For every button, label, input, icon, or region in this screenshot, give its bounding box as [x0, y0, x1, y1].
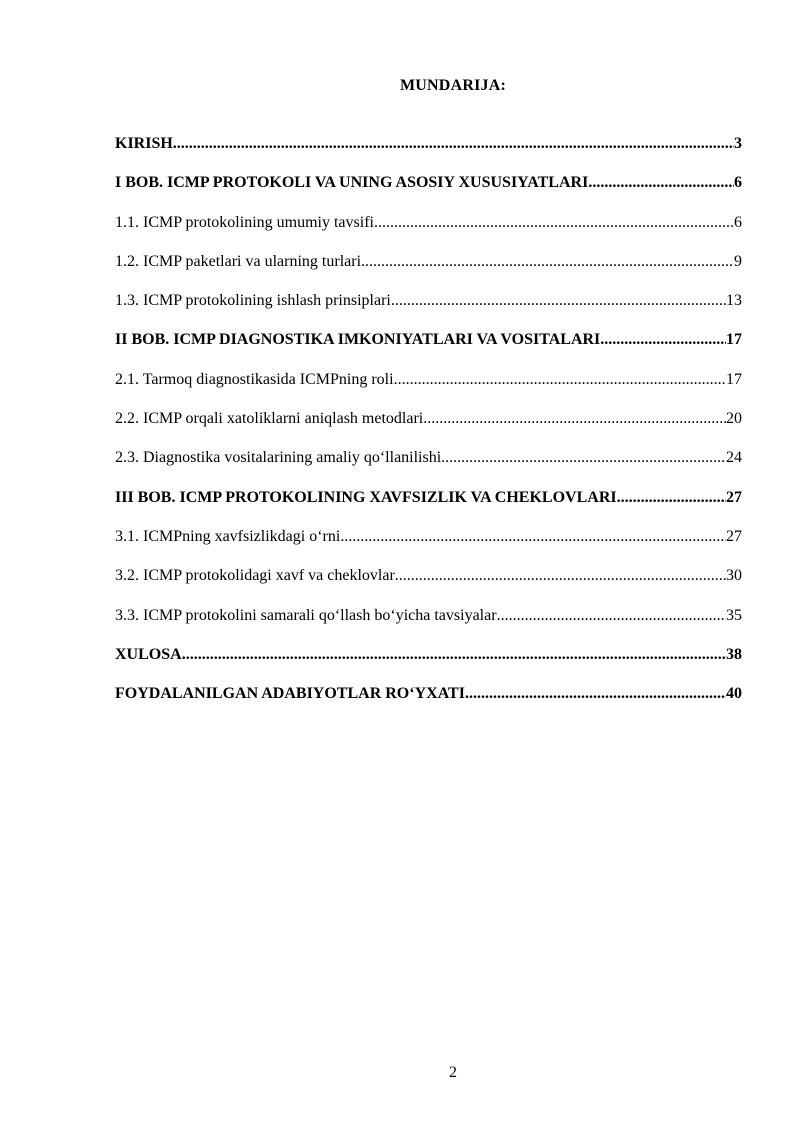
- toc-entry-label: KIRISH: [115, 135, 173, 152]
- toc-entry[interactable]: [115, 486, 742, 509]
- toc-entry[interactable]: [115, 604, 742, 627]
- toc-entry[interactable]: [115, 525, 742, 548]
- toc-dot-leader: [588, 171, 734, 194]
- toc-page-number: 40: [726, 685, 742, 703]
- toc-entry-label: 1.1. ICMP protokolining umumiy tavsifi: [115, 213, 374, 231]
- toc-dot-leader: [361, 250, 734, 273]
- toc-entry[interactable]: [115, 407, 742, 430]
- toc-entry[interactable]: [115, 250, 742, 273]
- toc-dot-leader: [617, 486, 726, 509]
- toc-page-number: 17: [726, 331, 742, 349]
- toc-dot-leader: [394, 368, 726, 391]
- toc-dot-leader: [465, 682, 726, 705]
- table-of-contents: [115, 132, 742, 721]
- toc-entry-label: 3.3. ICMP protokolini samarali qo‘llash bo‘yicha tavsiyalar: [115, 606, 497, 624]
- toc-entry[interactable]: [115, 328, 742, 351]
- toc-entry-label: 3.1. ICMPning xavfsizlikdagi o‘rni: [115, 527, 341, 545]
- toc-page-number: 17: [726, 370, 742, 388]
- toc-entry[interactable]: [115, 289, 742, 312]
- toc-entry[interactable]: [115, 132, 742, 155]
- toc-dot-leader: [423, 407, 726, 430]
- toc-entry-label: 2.2. ICMP orqali xatoliklarni aniqlash metodlari: [115, 410, 424, 428]
- toc-page-number: 27: [726, 527, 742, 545]
- toc-page-number: 30: [726, 567, 742, 585]
- toc-entry-label: I BOB. ICMP PROTOKOLI VA UNING ASOSIY XUSUSIYATLARI: [115, 174, 589, 192]
- toc-dot-leader: [497, 604, 726, 627]
- toc-dot-leader: [173, 132, 734, 155]
- toc-entry[interactable]: [115, 682, 742, 705]
- toc-page-number: 35: [726, 606, 742, 624]
- toc-entry-label: II BOB. ICMP DIAGNOSTIKA IMKONIYATLARI VA VOSITALARI: [115, 331, 601, 349]
- toc-dot-leader: [441, 446, 726, 469]
- toc-dot-leader: [391, 289, 726, 312]
- toc-page-number: 6: [734, 213, 742, 231]
- toc-page-number: 9: [734, 252, 742, 270]
- toc-page-number: 3: [734, 135, 742, 152]
- toc-entry[interactable]: [115, 368, 742, 391]
- toc-entry-label: FOYDALANILGAN ADABIYOTLAR RO‘YXATI: [115, 685, 465, 703]
- toc-entry-label: 3.2. ICMP protokolidagi xavf va cheklovlar: [115, 567, 395, 585]
- toc-page-number: 27: [726, 488, 742, 506]
- toc-page-number: 13: [726, 292, 742, 310]
- toc-dot-leader: [340, 525, 726, 548]
- toc-page-number: 20: [726, 410, 742, 428]
- toc-entry[interactable]: [115, 171, 742, 194]
- toc-page-number: 38: [726, 645, 742, 663]
- toc-entry[interactable]: [115, 446, 742, 469]
- toc-page-number: 6: [734, 174, 742, 192]
- page-title: MUNDARIJA:: [400, 77, 506, 94]
- toc-entry[interactable]: [115, 643, 742, 666]
- toc-entry-label: 1.2. ICMP paketlari va ularning turlari: [115, 252, 362, 270]
- page-number: 2: [449, 1064, 457, 1081]
- toc-dot-leader: [395, 564, 726, 587]
- toc-entry-label: XULOSA: [115, 645, 182, 663]
- toc-entry-label: 2.3. Diagnostika vositalarining amaliy qo‘llanilishi: [115, 449, 442, 467]
- toc-entry[interactable]: [115, 564, 742, 587]
- toc-entry[interactable]: [115, 211, 742, 234]
- toc-entry-label: 1.3. ICMP protokolining ishlash prinsiplari: [115, 292, 391, 310]
- toc-entry-label: III BOB. ICMP PROTOKOLINING XAVFSIZLIK VA CHEKLOVLARI: [115, 488, 617, 506]
- toc-entry-label: 2.1. Tarmoq diagnostikasida ICMPning roli: [115, 370, 394, 388]
- toc-dot-leader: [374, 211, 734, 234]
- toc-dot-leader: [600, 328, 726, 351]
- toc-dot-leader: [182, 643, 726, 666]
- toc-page-number: 24: [726, 449, 742, 467]
